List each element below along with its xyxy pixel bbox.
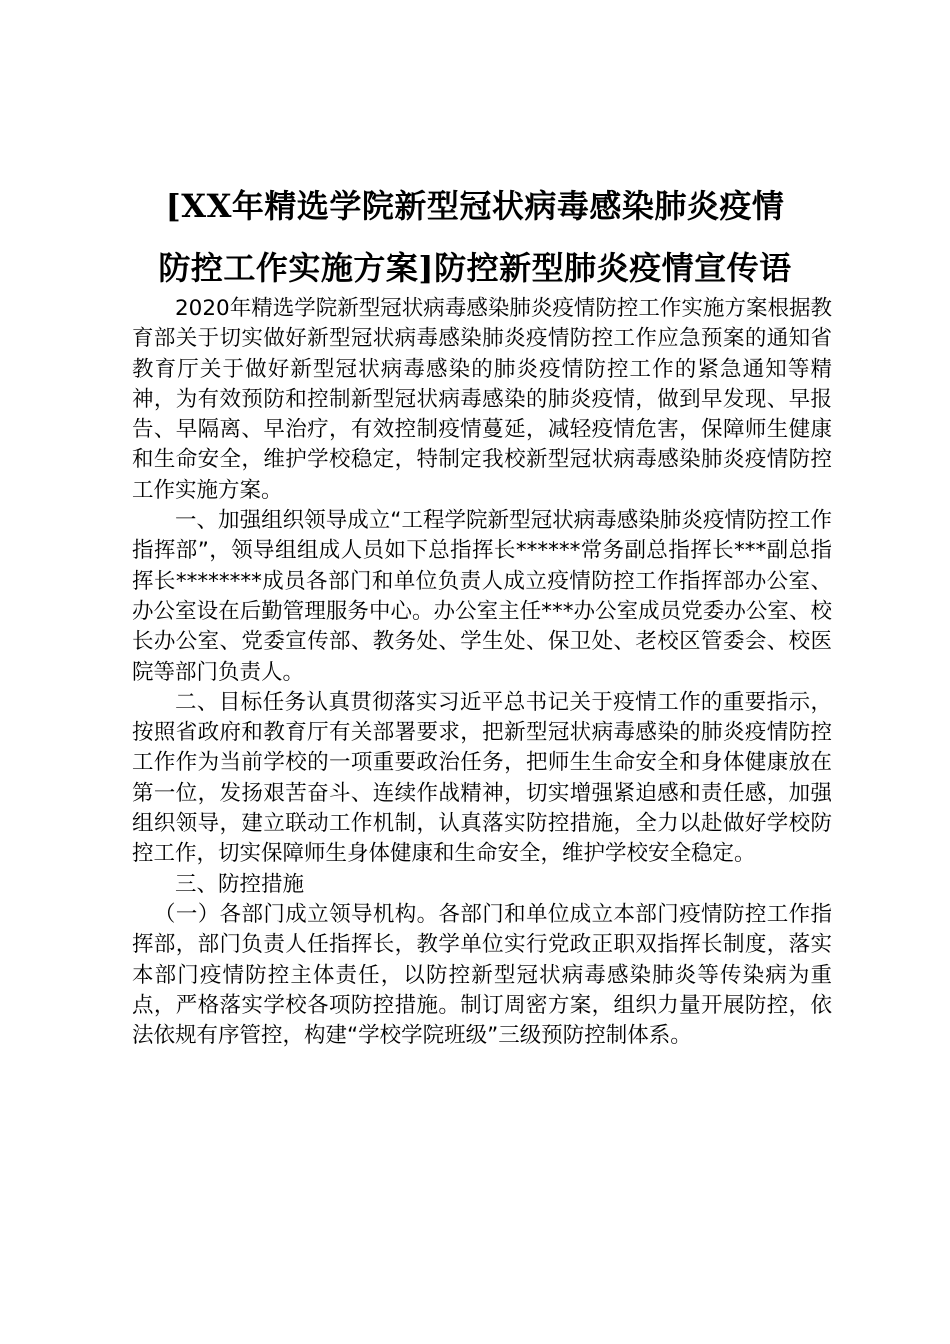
paragraph-intro: 2020年精选学院新型冠状病毒感染肺炎疫情防控工作实施方案根据教育部关于切实做好新型冠状病毒感染肺炎疫情防控工作应急预案的通知省教育厅关于做好新型冠状病毒感染的肺炎疫情防控工作的紧急通知等精神，为有效预防和控制新型冠状病毒感染的肺炎疫情，做到早发现、早报告、早隔离、早治疗，有效控制疫情蔓延，减轻疫情危害，保障师生健康和生命安全，维护学校稳定，特制定我校新型冠状病毒感染肺炎疫情防控工作实施方案。 xyxy=(132,296,832,503)
title-line-1: [XX年精选学院新型冠状病毒感染肺炎疫情 xyxy=(165,187,785,225)
paragraph-subsection-1: （一）各部门成立领导机构。各部门和单位成立本部门疫情防控工作指挥部，部门负责人任指挥长，教学单位实行党政正职双指挥长制度，落实本部门疫情防控主体责任，以防控新型冠状病毒感染肺炎等传染病为重点，严格落实学校各项防控措施。制订周密方案，组织力量开展防控，依法依规有序管控，构建“学校学院班级”三级预防控制体系。 xyxy=(132,901,832,1049)
document-body xyxy=(132,294,832,1051)
document-title xyxy=(120,175,830,299)
paragraph-section-1: 一、加强组织领导成立“工程学院新型冠状病毒感染肺炎疫情防控工作指挥部”，领导组组成人员如下总指挥长******常务副总指挥长***副总指挥长********成员各部门和单位负责人成立疫情防控工作指挥部办公室、办公室设在后勤管理服务中心。办公室主任***办公室成员党委办公室、校长办公室、党委宣传部、教务处、学生处、保卫处、老校区管委会、校医院等部门负责人。 xyxy=(132,508,832,685)
paragraph-section-3-heading: 三、防控措施 xyxy=(175,871,305,897)
paragraph-section-2: 二、目标任务认真贯彻落实习近平总书记关于疫情工作的重要指示，按照省政府和教育厅有关部署要求，把新型冠状病毒感染的肺炎疫情防控工作作为当前学校的一项重要政治任务，把师生生命安全和身体健康放在第一位，发扬艰苦奋斗、连续作战精神，切实增强紧迫感和责任感，加强组织领导，建立联动工作机制，认真落实防控措施，全力以赴做好学校防控工作，切实保障师生身体健康和生命安全，维护学校安全稳定。 xyxy=(132,689,832,867)
title-line-2: 防控工作实施方案]防控新型肺炎疫情宣传语 xyxy=(158,249,792,287)
